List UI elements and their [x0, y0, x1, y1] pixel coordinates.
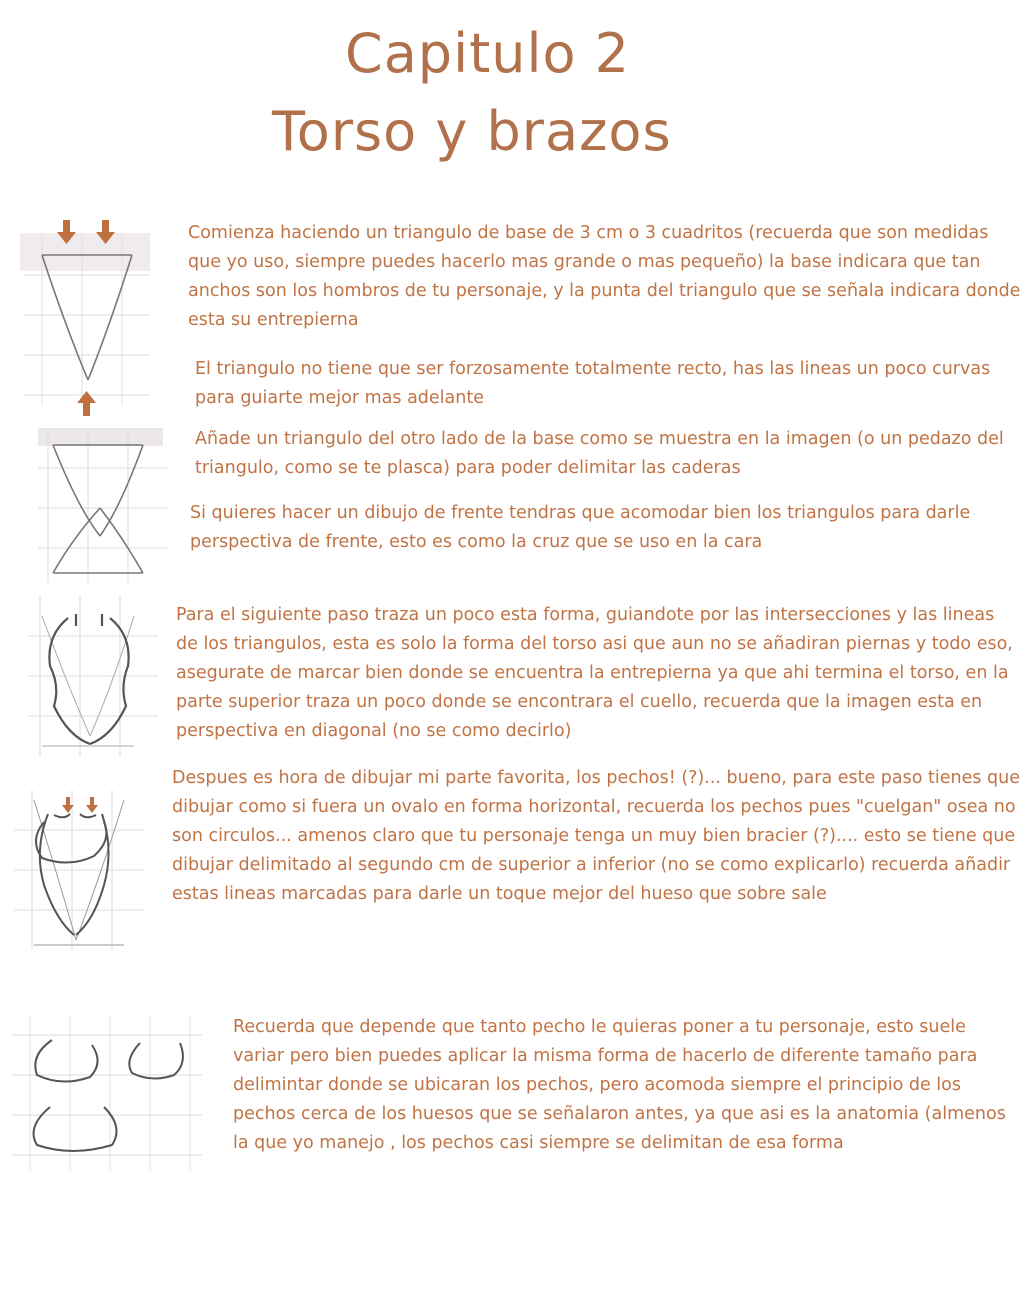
paragraph-triangle-curves: El triangulo no tiene que ser forzosamente totalmente recto, has las lineas un poco curvas para guiarte mejor mas adelante: [195, 359, 991, 408]
paragraph-chest: Despues es hora de dibujar mi parte favorita, los pechos! (?)... bueno, para este paso tienes que dibujar como si fuera un ovalo en forma horizontal, recuerda los pechos pues "cuelgan" osea no son circulos... amenos claro que tu personaje tenga un muy bien bracier (?).... esto se tiene que dibujar delimitado al segundo cm de superior a inferior (no se como explicarlo) recuerda añadir estas lineas marcadas para darle un toque mejor del hueso que sobre sale: [172, 768, 1021, 904]
paragraph-front-perspective: Si quieres hacer un dibujo de frente tendras que acomodar bien los triangulos para darle perspectiva de frente, esto es como la cruz que se uso en la cara: [190, 503, 971, 552]
chapter-title: Capitulo 2: [345, 22, 631, 85]
paragraph-second-triangle: Añade un triangulo del otro lado de la base como se muestra en la imagen (o un pedazo del triangulo, como se te plasca) para poder delimitar las caderas: [195, 429, 1004, 478]
paragraph-torso-shape: Para el siguiente paso traza un poco esta forma, guiandote por las intersecciones y las lineas de los triangulos, esta es solo la forma del torso asi que aun no se añadiran piernas y todo eso, asegurate de marcar bien donde se encuentra la entrepierna ya que ahi termina el torso, en la parte superior traza un poco donde se encontrara el cuello, recuerda que la imagen esta en perspectiva en diagonal (no se como decirlo): [176, 605, 1013, 741]
chest-sketch: [14, 790, 144, 950]
triangle-sketch: [20, 215, 155, 420]
breast-shapes-sketch: [12, 1015, 202, 1170]
torso-outline-sketch: [28, 596, 158, 756]
paragraph-chest-size: Recuerda que depende que tanto pecho le quieras poner a tu personaje, esto suele variar pero bien puedes aplicar la misma forma de hacerlo de diferente tamaño para delimintar donde se ubicaran los pechos, pero acomoda siempre el principio de los pechos cerca de los huesos que se señalaron antes, ya que asi es la anatomia (almenos la que yo manejo , los pechos casi siempre se delimitan de esa forma: [233, 1017, 1006, 1153]
chapter-subtitle: Torso y brazos: [272, 100, 672, 163]
double-triangle-sketch: [38, 428, 168, 583]
paragraph-triangle-base: Comienza haciendo un triangulo de base de 3 cm o 3 cuadritos (recuerda que son medidas que yo uso, siempre puedes hacerlo mas grande o mas pequeño) la base indicara que tan anchos son los hombros de tu personaje, y la punta del triangulo que se señala indicara donde esta su entrepierna: [188, 223, 1021, 330]
